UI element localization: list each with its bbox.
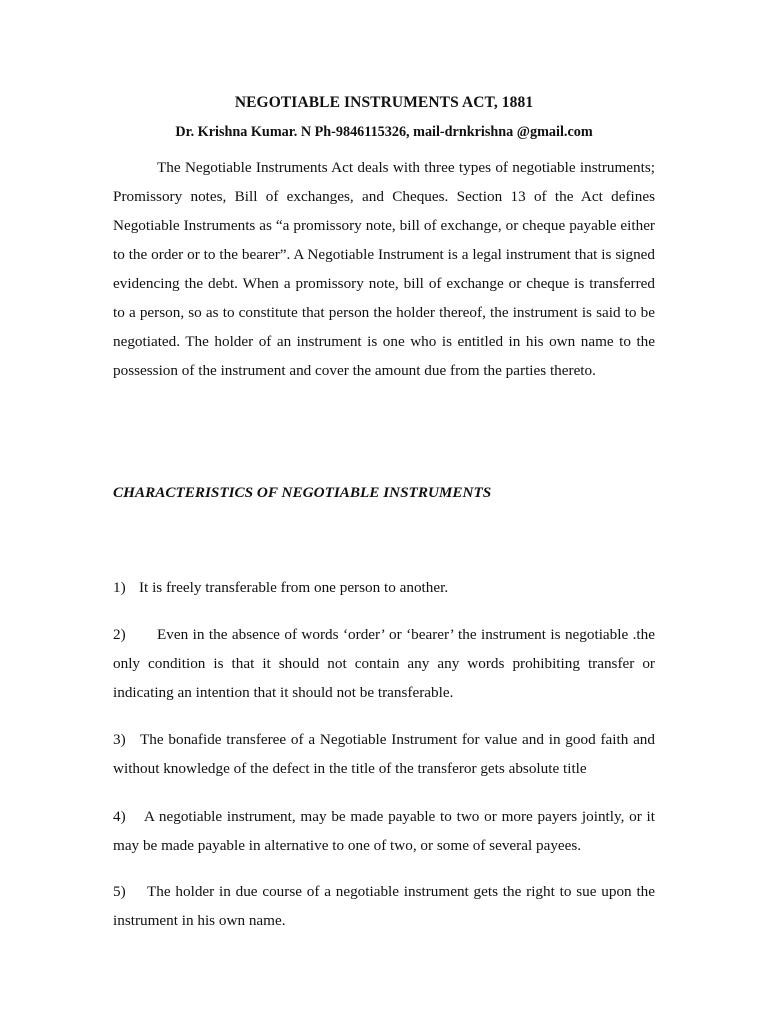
- list-item-text: The bonafide transferee of a Negotiable Instrument for value and in good faith and without knowledge of the defect in the title of the transferor gets absolute title: [113, 731, 655, 777]
- section-heading: CHARACTERISTICS OF NEGOTIABLE INSTRUMENTS: [113, 484, 492, 501]
- list-item-number: 2): [113, 626, 126, 643]
- list-item: [113, 802, 655, 860]
- list-item-text: The holder in due course of a negotiable instrument gets the right to sue upon the instrument in his own name.: [113, 883, 655, 929]
- list-item-text: A negotiable instrument, may be made payable to two or more payers jointly, or it may be made payable in alternative to one of two, or some of several payees.: [113, 808, 655, 854]
- list-item: [113, 877, 655, 935]
- list-item: [113, 573, 655, 602]
- list-item-number: 1): [113, 579, 126, 596]
- intro-paragraph: The Negotiable Instruments Act deals with three types of negotiable instruments; Promissory notes, Bill of exchanges, and Cheques. Section 13 of the Act defines Negotiable Instruments as “a promissory note, bill of exchange, or cheque payable either to the order or to the bearer”. A Negotiable Instrument is a legal instrument that is signed evidencing the debt. When a promissory note, bill of exchange or cheque is transferred to a person, so as to constitute that person the holder thereof, the instrument is said to be negotiated. The holder of an instrument is one who is entitled in his own name to the possession of the instrument and cover the amount due from the parties thereto.: [113, 159, 655, 379]
- author-contact-line: Dr. Krishna Kumar. N Ph-9846115326, mail-drnkrishna @gmail.com: [175, 124, 593, 140]
- list-item-number: 4): [113, 808, 126, 825]
- list-item-text: Even in the absence of words ‘order’ or ‘bearer’ the instrument is negotiable .the only condition is that it should not contain any any words prohibiting transfer or indicating an intention that it should not be transferable.: [113, 626, 655, 701]
- list-item-number: 3): [113, 731, 126, 748]
- list-item-number: 5): [113, 883, 126, 900]
- list-item: [113, 620, 655, 707]
- document-title: NEGOTIABLE INSTRUMENTS ACT, 1881: [234, 94, 534, 111]
- list-item: [113, 725, 655, 783]
- list-item-text: It is freely transferable from one person to another.: [139, 579, 449, 596]
